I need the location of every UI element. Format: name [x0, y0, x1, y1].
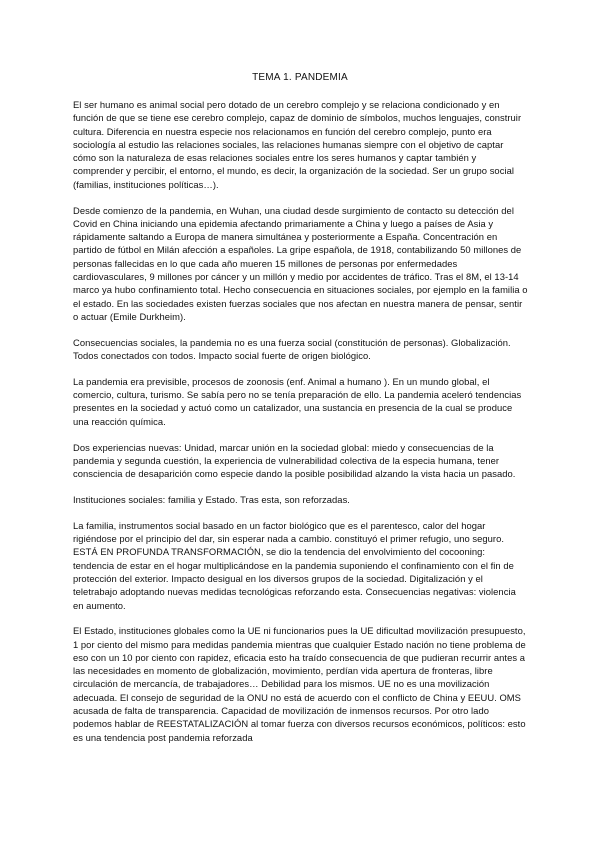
paragraph-predictable: La pandemia era previsible, procesos de zoonosis (enf. Animal a humano ). En un mundo global, el comercio, cultura, turismo. Se sabía pero no se tenía preparación de ello. La pandemia aceleró tendencias presentes en la sociedad y actuó como un catalizador, una sustancia en presencia de la cual se produce una reacción química. [73, 375, 522, 427]
page-title: TEMA 1. PANDEMIA [252, 72, 348, 83]
document-body [73, 98, 528, 756]
paragraph-family: La familia, instrumentos social basado en un factor biológico que es el parentesco, calor del hogar rigiéndose por el principio del dar, sin esperar nada a cambio. constituyó el primer refugio, uno seguro. ESTÁ EN PROFUNDA TRANSFORMACIÓN, se dio la tendencia del envolvimiento del cocooning: tendencia de estar en el hogar multiplicándose en la pandemia suponiendo el confinamiento con el fin de protección del exterior. Impacto desigual en los diversos grupos de la sociedad. Digitalización y el teletrabajo adoptando nuevas medidas tecnológicas reforzando esta. Consecuencias negativas: violencia en aumento. [73, 519, 516, 611]
paragraph-intro: El ser humano es animal social pero dotado de un cerebro complejo y se relaciona condicionado y en función de que se tiene ese cerebro complejo, capaz de dominio de símbolos, muchos lenguajes, construir cultura. Diferencia en nuestra especie nos relacionamos en función del cerebro complejo, punto era sociología al estudio las relaciones sociales, las relaciones humanas siempre con el objetivo de captar cómo son la naturaleza de esas relaciones sociales entre los seres humanos y captar también y comprender y percibir, el entorno, el mundo, es decir, la organización de la sociedad. Ser un grupo social (familias, instituciones políticas…). [73, 99, 522, 190]
paragraph-social-consequences: Consecuencias sociales, la pandemia no es una fuerza social (constitución de personas). Globalización. Todos conectados con todos. Impacto social fuerte de origen biológico. [73, 336, 511, 362]
paragraph-new-experiences: Dos experiencias nuevas: Unidad, marcar unión en la sociedad global: miedo y consecuencias de la pandemia y segunda cuestión, la experiencia de vulnerabilidad colectiva de la especia humana, tener consciencia de desaparición como especie dando la posible posibilidad alzando la vista hacia un pasado. [73, 441, 516, 480]
paragraph-state: El Estado, instituciones globales como la UE ni funcionarios pues la UE dificultad movilización presupuesto, 1 por ciento del mismo para medidas pandemia mientras que cualquier Estado nación no tiene problema de eso con un 10 por ciento con rapidez, eficacia esto ha traído consecuencia de que pudieran recurrir antes a las necesidades en momento de globalización, movimiento, perdían vida apertura de fronteras, libre circulación de mercancía, de trabajadores… Debilidad para los mismos. UE no es una movilización adecuada. El consejo de seguridad de la ONU no está de acuerdo con el conflicto de China y EEUU. OMS acusada de falta de transparencia. Capacidad de movilización de inmensos recursos. Por otro lado podemos hablar de REESTATALIZACIÓN al tomar fuerza con diversos recursos económicos, políticos: esto es una tendencia post pandemia reforzada [73, 625, 526, 743]
paragraph-institutions: Instituciones sociales: familia y Estado. Tras esta, son reforzadas. [73, 493, 350, 505]
paragraph-pandemic-origin: Desde comienzo de la pandemia, en Wuhan, una ciudad desde surgimiento de contacto su detección del Covid en China iniciando una epidemia afectando primariamente a China y luego a países de Asia y rápidamente saltando a Europa de manera simultánea y posteriormente a España. Concentración en partido de fútbol en Milán afección a españoles. La gripe española, de 1918, contabilizando 50 millones de personas fallecidas en lo que cada año mueren 15 millones de personas por enfermedades cardiovasculares, 9 millones por cáncer y un millón y medio por accidentes de tráfico. Tras el 8M, el 13-14 marco ya hubo confinamiento total. Hecho consecuencia en situaciones sociales, por ejemplo en la familia o el estado. En las sociedades existen fuerzas sociales que nos afectan en nuestra manera de pensar, sentir o actuar (Emile Durkheim). [73, 204, 528, 322]
